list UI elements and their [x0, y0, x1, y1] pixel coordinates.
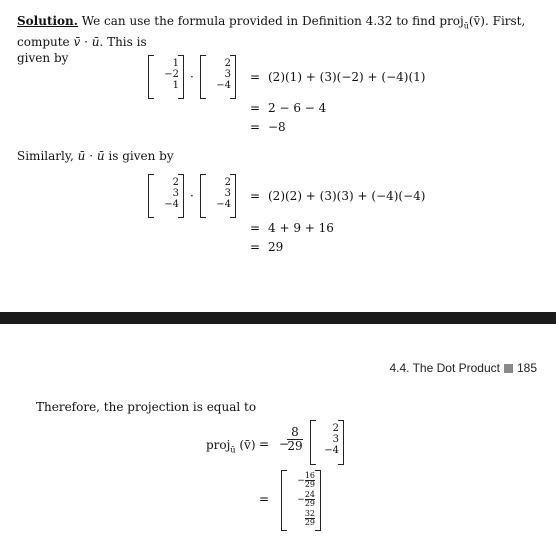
- fraction-denominator: 29: [287, 439, 303, 453]
- bottom-page: [0, 324, 556, 543]
- fraction-numerator: 32: [304, 509, 315, 518]
- equation-line: −8: [268, 120, 286, 134]
- equals-sign: =: [250, 240, 261, 254]
- similarly-prefix: Similarly,: [17, 149, 78, 163]
- equation-line: 4 + 9 + 16: [268, 221, 334, 235]
- dot-operator: ·: [190, 70, 194, 84]
- intro-arg: (v̄). First, compute: [17, 14, 526, 50]
- v-dot-u-symbol: v̄ · ū: [73, 35, 100, 50]
- equals-sign: =: [250, 221, 261, 235]
- equation-line: 2 − 6 − 4: [268, 101, 327, 115]
- equation-line: (2)(2) + (3)(3) + (−4)(−4): [268, 189, 426, 203]
- equals-sign: =: [259, 492, 270, 506]
- proj-subscript: ū: [230, 445, 236, 455]
- intro-line2: given by: [17, 51, 69, 66]
- equals-sign: =: [250, 101, 261, 115]
- vector-entry: 3: [224, 188, 231, 199]
- equals-sign: =: [250, 70, 261, 84]
- vector-u-first: [148, 174, 184, 218]
- vector-entry: −4: [324, 445, 339, 456]
- fraction-numerator: 8: [291, 425, 299, 439]
- vector-u-second: [200, 174, 236, 218]
- dot-operator: ·: [190, 189, 194, 203]
- page-divider: [0, 312, 556, 324]
- running-header: [389, 361, 537, 375]
- proj-expression: [206, 437, 256, 458]
- u-dot-u-symbol: ū · ū: [77, 149, 105, 163]
- vector-entry: 2: [224, 58, 231, 69]
- vector-entry: 2: [332, 423, 339, 434]
- vector-entry: −4: [216, 80, 231, 91]
- proj-label: proj: [206, 438, 231, 452]
- result-vector: [281, 470, 321, 531]
- fraction-denominator: 29: [304, 518, 315, 527]
- equation-line: 29: [268, 240, 284, 254]
- entry-sign: −: [297, 475, 305, 486]
- vector-u: [310, 420, 344, 465]
- scalar-fraction: [287, 426, 303, 453]
- fraction-numerator: 16: [304, 471, 315, 480]
- vector-u: [200, 55, 236, 99]
- result-entry: [305, 510, 315, 527]
- fraction-denominator: 29: [304, 480, 315, 489]
- vector-entry: 3: [332, 434, 339, 445]
- similarly-suffix: is given by: [104, 149, 174, 163]
- header-section: 4.4. The Dot Product: [389, 361, 500, 375]
- scalar-sign: −: [279, 437, 290, 451]
- solution-paragraph: [17, 13, 547, 66]
- proj-subscript: ū: [463, 21, 469, 31]
- vector-entry: 1: [172, 58, 179, 69]
- result-entry: [297, 491, 315, 508]
- result-entry: [297, 472, 315, 489]
- solution-label: Solution.: [17, 14, 78, 28]
- vector-entry: 2: [224, 177, 231, 188]
- equals-sign: =: [250, 189, 261, 203]
- proj-argument: (v̄): [239, 438, 256, 452]
- vector-entry: −4: [216, 199, 231, 210]
- header-square-icon: [504, 364, 513, 373]
- vector-entry: 3: [224, 69, 231, 80]
- similarly-text: [17, 148, 174, 164]
- fraction-numerator: 24: [304, 490, 315, 499]
- equals-sign: =: [259, 437, 270, 451]
- entry-sign: −: [297, 494, 305, 505]
- vector-entry: −2: [164, 69, 179, 80]
- vector-entry: 2: [172, 177, 179, 188]
- vector-entry: 3: [172, 188, 179, 199]
- equation-line: (2)(1) + (3)(−2) + (−4)(1): [268, 70, 426, 84]
- therefore-text: Therefore, the projection is equal to: [36, 400, 257, 414]
- vector-entry: 1: [172, 80, 179, 91]
- intro-end: . This is: [99, 35, 147, 50]
- equals-sign: =: [250, 120, 261, 134]
- vector-v: [148, 55, 184, 99]
- vector-entry: −4: [164, 199, 179, 210]
- fraction-denominator: 29: [304, 499, 315, 508]
- intro-text: We can use the formula provided in Definition 4.32 to find proj: [77, 14, 464, 28]
- header-page-number: 185: [516, 361, 537, 375]
